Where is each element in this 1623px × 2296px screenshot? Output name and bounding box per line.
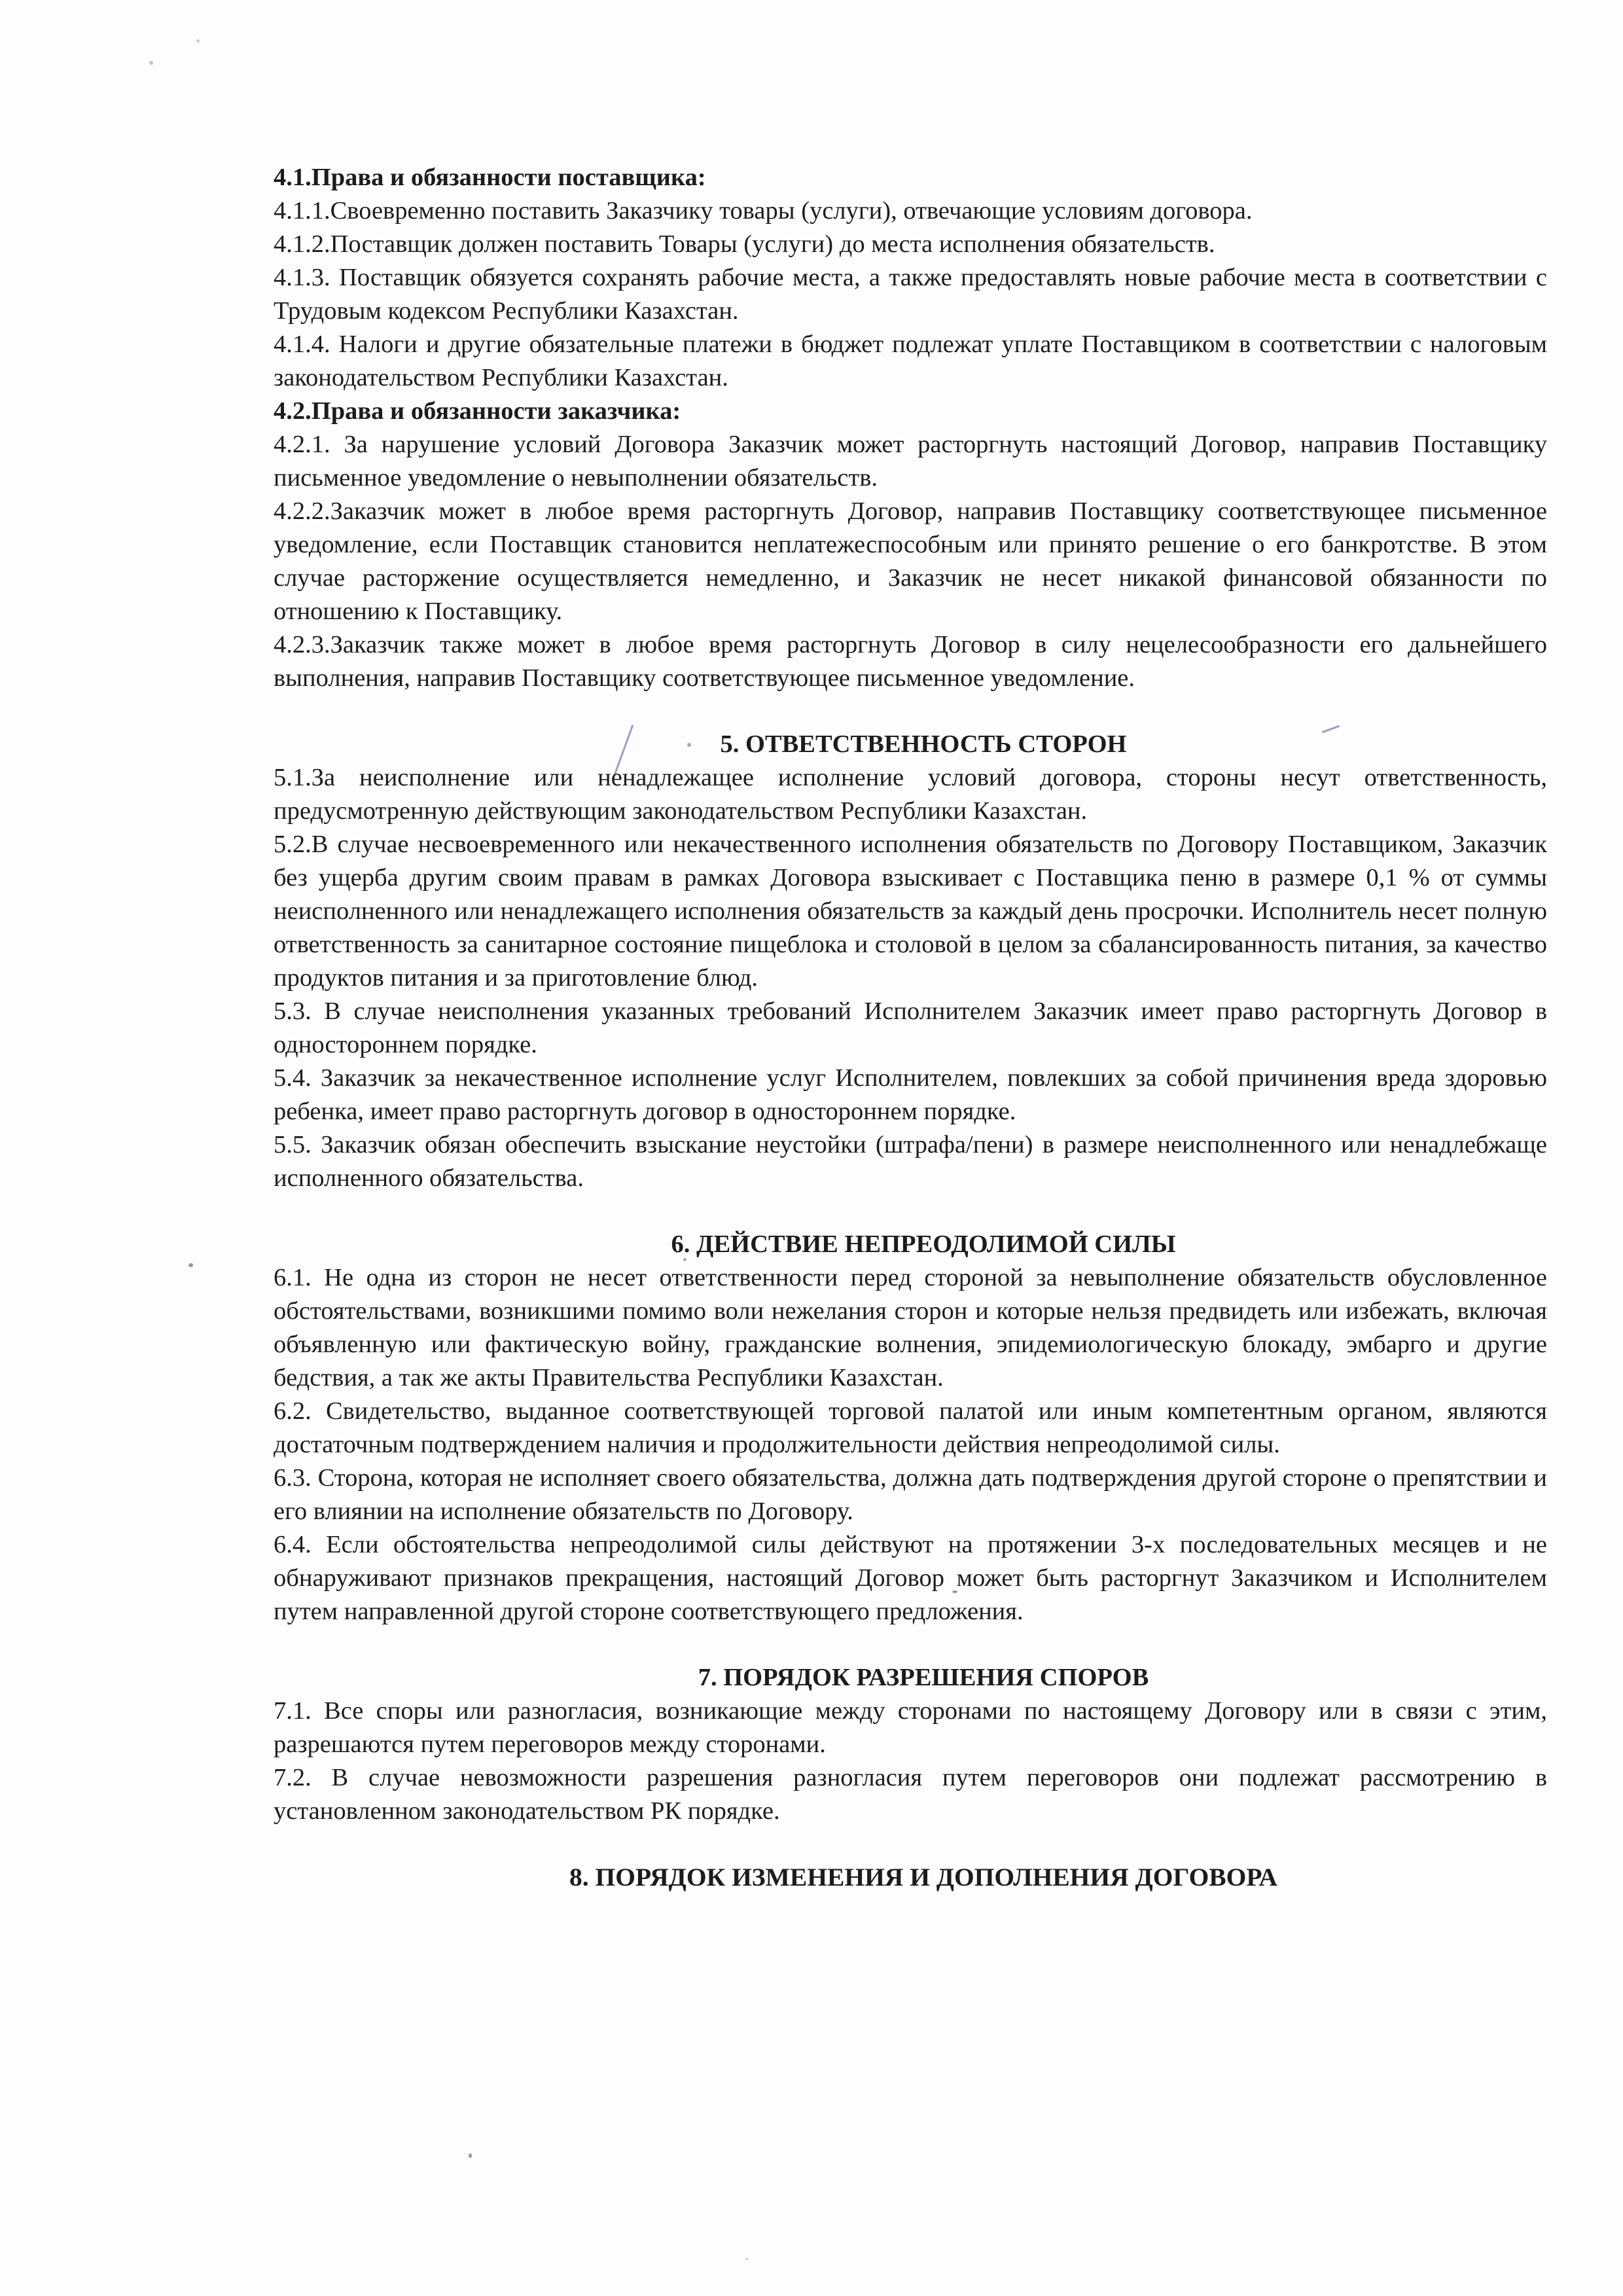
clause-5-3: 5.3. В случае неисполнения указанных требований Исполнителем Заказчик имеет право расторгнуть Договор в одностороннем порядке.: [274, 997, 1547, 1058]
clause-4-2-2: 4.2.2.Заказчик может в любое время расторгнуть Договор, направив Поставщику соответствующее письменное уведомление, если Поставщик становится неплатежеспособным или принято решение о его банкротстве. В этом случае расторжение осуществляется немедленно, и Заказчик не несет никакой финансовой обязанности по отношению к Поставщику.: [274, 497, 1547, 625]
scan-speck: [196, 39, 200, 43]
section-7-heading: 7. ПОРЯДОК РАЗРЕШЕНИЯ СПОРОВ: [698, 1664, 1149, 1691]
section-spacer: [274, 1628, 1547, 1661]
clause-6-3: 6.3. Сторона, которая не исполняет своего обязательства, должна дать подтверждения другой стороне о препятствии и его влиянии на исполнение обязательств по Договору.: [274, 1464, 1547, 1525]
clause-4-1-1: 4.1.1.Своевременно поставить Заказчику товары (услуги), отвечающие условиям договора.: [274, 197, 1253, 224]
clause-6-2: 6.2. Свидетельство, выданное соответствующей торговой палатой или иным компетентным органом, являются достаточным подтверждением наличия и продолжительности действия непреодолимой силы.: [274, 1397, 1547, 1458]
scan-speck: [149, 61, 153, 65]
section-spacer: [274, 695, 1547, 728]
section-6-heading: 6. ДЕЙСТВИЕ НЕПРЕОДОЛИМОЙ СИЛЫ: [671, 1230, 1176, 1258]
clause-5-2: 5.2.В случае несвоевременного или некачественного исполнения обязательств по Договору Поставщиком, Заказчик без ущерба другим своим правам в рамках Договора взыскивает с Поставщика пеню в размере 0,1 % от суммы неисполненного или ненадлежащего исполнения обязательств за каждый день просрочки. Исполнитель несет полную ответственность за санитарное состояние пищеблока и столовой в целом за сбалансированность питания, за качество продуктов питания и за приготовление блюд.: [274, 831, 1547, 992]
scan-speck: [469, 2153, 472, 2158]
clause-6-1: 6.1. Не одна из сторон не несет ответственности перед стороной за невыполнение обязательств обусловленное обстоятельствами, возникшими помимо воли нежелания сторон и которые нельзя предвидеть или избежать, включая объявленную или фактическую войну, гражданские волнения, эпидемиологическую блокаду, эмбарго и другие бедствия, а так же акты Правительства Республики Казахстан.: [274, 1264, 1547, 1391]
scan-speck: [188, 1263, 193, 1267]
clause-5-1: 5.1.За неисполнение или ненадлежащее исполнение условий договора, стороны несут ответственность, предусмотренную действующим законодательством Республики Казахстан.: [274, 764, 1547, 825]
section-4-1-title: 4.1.Права и обязанности поставщика:: [274, 164, 706, 191]
clause-4-1-2: 4.1.2.Поставщик должен поставить Товары (услуги) до места исполнения обязательств.: [274, 230, 1215, 258]
section-4-2-title: 4.2.Права и обязанности заказчика:: [274, 397, 681, 425]
clause-5-5: 5.5. Заказчик обязан обеспечить взыскание неустойки (штрафа/пени) в размере неисполненного или ненадлебжаще исполненного обязательства.: [274, 1131, 1547, 1192]
document-body: [274, 161, 1547, 1894]
clause-5-4: 5.4. Заказчик за некачественное исполнение услуг Исполнителем, повлекших за собой причинения вреда здоровью ребенка, имеет право расторгнуть договор в одностороннем порядке.: [274, 1064, 1547, 1125]
section-8-heading: 8. ПОРЯДОК ИЗМЕНЕНИЯ И ДОПОЛНЕНИЯ ДОГОВОРА: [569, 1863, 1277, 1892]
clause-7-2: 7.2. В случае невозможности разрешения разногласия путем переговоров они подлежат рассмотрению в установленном законодательством РК порядке.: [274, 1764, 1547, 1825]
section-5-heading: 5. ОТВЕТСТВЕННОСТЬ СТОРОН: [720, 730, 1127, 758]
clause-6-4: 6.4. Если обстоятельства непреодолимой силы действуют на протяжении 3-х последовательных месяцев и не обнаруживают признаков прекращения, настоящий Договор может быть расторгнут Заказчиком и Исполнителем путем направленной другой стороне соответствующего предложения.: [274, 1531, 1547, 1625]
clause-7-1: 7.1. Все споры или разногласия, возникающие между сторонами по настоящему Договору или в связи с этим, разрешаются путем переговоров между сторонами.: [274, 1697, 1547, 1758]
clause-4-2-1: 4.2.1. За нарушение условий Договора Заказчик может расторгнуть настоящий Договор, направив Поставщику письменное уведомление о невыполнении обязательств.: [274, 431, 1547, 492]
clause-4-2-3: 4.2.3.Заказчик также может в любое время расторгнуть Договор в силу нецелесообразности его дальнейшего выполнения, направив Поставщику соответствующее письменное уведомление.: [274, 631, 1547, 692]
section-spacer: [274, 1828, 1547, 1861]
section-spacer: [274, 1195, 1547, 1228]
scan-speck: [746, 2258, 748, 2260]
clause-4-1-3: 4.1.3. Поставщик обязуется сохранять рабочие места, а также предоставлять новые рабочие места в соответствии с Трудовым кодексом Республики Казахстан.: [274, 264, 1547, 325]
clause-4-1-4: 4.1.4. Налоги и другие обязательные платежи в бюджет подлежат уплате Поставщиком в соответствии с налоговым законодательством Республики Казахстан.: [274, 331, 1547, 391]
